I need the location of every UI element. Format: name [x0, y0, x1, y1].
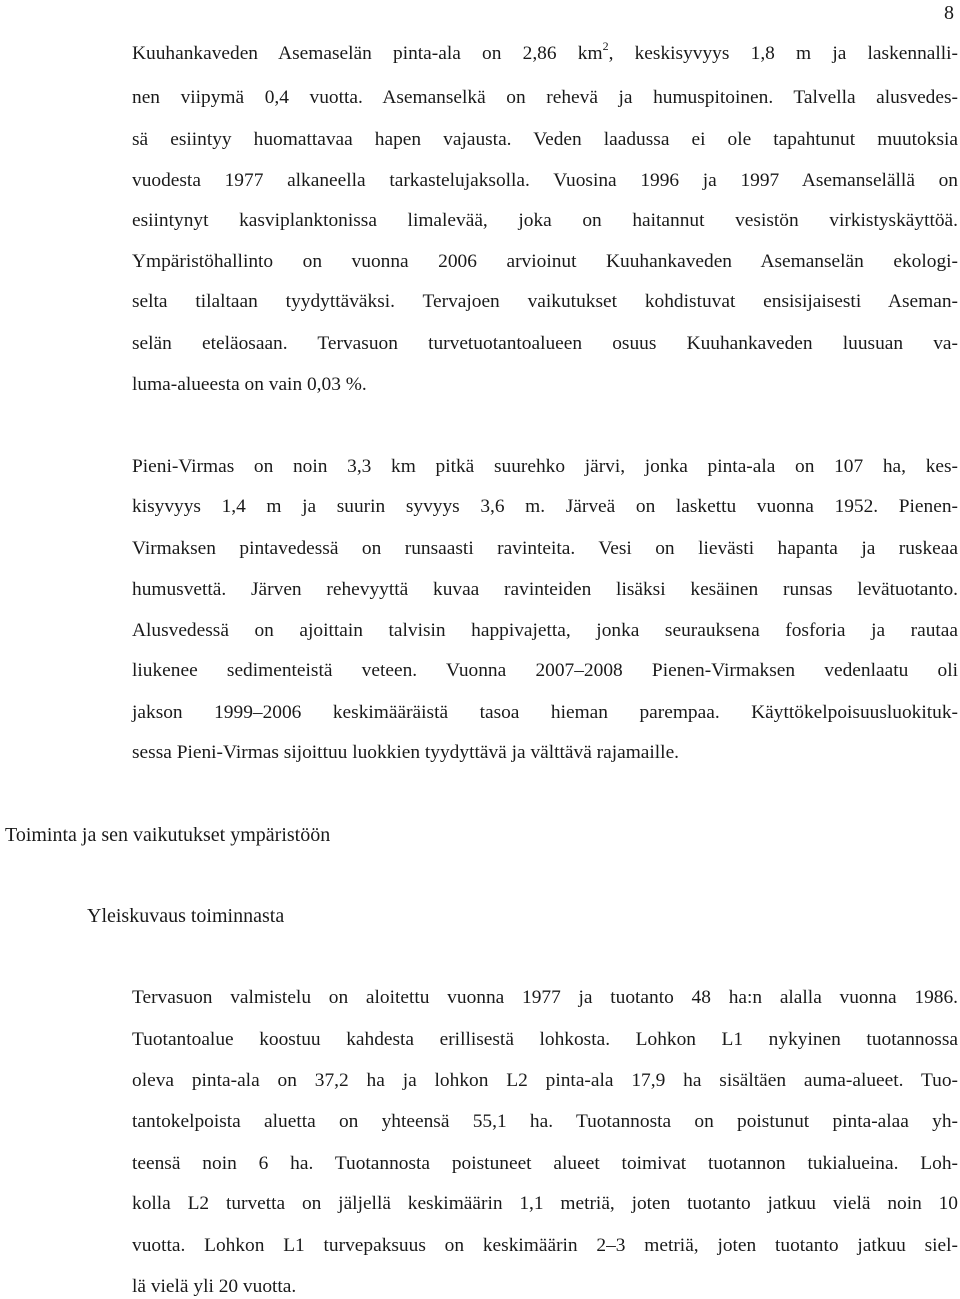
paragraph-line: kolla L2 turvetta on jäljellä keskimäärin 1,1 metriä, joten tuotanto jatkuu vielä noin 10 [132, 1193, 958, 1214]
paragraph-line: tantokelpoista aluetta on yhteensä 55,1 ha. Tuotannosta on poistunut pinta-alaa yh- [132, 1111, 958, 1132]
paragraph-line: selän eteläosaan. Tervasuon turvetuotantoalueen osuus Kuuhankaveden luusuan va- [132, 333, 958, 354]
line-text: , keskisyvyys 1,8 m ja laskennalli- [608, 43, 958, 64]
paragraph-line: jakson 1999–2006 keskimääräistä tasoa hieman parempaa. Käyttökelpoisuusluokituk- [132, 702, 958, 723]
paragraph-line: liukenee sedimenteistä veteen. Vuonna 2007–2008 Pienen-Virmaksen vedenlaatu oli [132, 660, 958, 681]
paragraph-line: Tuotantoalue koostuu kahdesta erillisestä lohkosta. Lohkon L1 nykyinen tuotannossa [132, 1029, 958, 1050]
paragraph-line: sä esiintyy huomattavaa hapen vajausta. Veden laadussa ei ole tapahtunut muutoksia [132, 129, 958, 150]
paragraph-line: esiintynyt kasviplanktonissa limalevää, joka on haitannut vesistön virkistyskäyttöä. [132, 210, 958, 231]
paragraph-line: Pieni-Virmas on noin 3,3 km pitkä suurehko järvi, jonka pinta-ala on 107 ha, kes- [132, 456, 958, 477]
line-text: Kuuhankaveden Asemaselän pinta-ala on 2,86 km [132, 43, 603, 64]
page-number: 8 [944, 2, 954, 24]
paragraph-line [132, 39, 958, 64]
paragraph-line: kisyvyys 1,4 m ja suurin syvyys 3,6 m. Järveä on laskettu vuonna 1952. Pienen- [132, 496, 958, 517]
paragraph-line: Virmaksen pintavedessä on runsaasti ravinteita. Vesi on lievästi hapanta ja ruskeaa [132, 538, 958, 559]
paragraph-line: Alusvedessä on ajoittain talvisin happivajetta, jonka seurauksena fosforia ja rautaa [132, 620, 958, 641]
subsection-heading: Yleiskuvaus toiminnasta [87, 905, 285, 927]
paragraph-line: nen viipymä 0,4 vuotta. Asemanselkä on rehevä ja humuspitoinen. Talvella alusvedes- [132, 87, 958, 108]
paragraph-line: luma-alueesta on vain 0,03 %. [132, 374, 367, 395]
paragraph-line: humusvettä. Järven rehevyyttä kuvaa ravinteiden lisäksi kesäinen runsas levätuotanto. [132, 579, 958, 600]
paragraph-line: selta tilaltaan tyydyttäväksi. Tervajoen vaikutukset kohdistuvat ensisijaisesti Aseman- [132, 291, 958, 312]
superscript: 2 [602, 39, 609, 53]
paragraph-line: Tervasuon valmistelu on aloitettu vuonna 1977 ja tuotanto 48 ha:n alalla vuonna 1986. [132, 987, 958, 1008]
paragraph-line: oleva pinta-ala on 37,2 ha ja lohkon L2 pinta-ala 17,9 ha sisältäen auma-alueet. Tuo- [132, 1070, 958, 1091]
section-heading: Toiminta ja sen vaikutukset ympäristöön [5, 824, 331, 846]
paragraph-line: Ympäristöhallinto on vuonna 2006 arvioinut Kuuhankaveden Asemanselän ekologi- [132, 251, 958, 272]
paragraph-line: lä vielä yli 20 vuotta. [132, 1276, 297, 1297]
paragraph-line: sessa Pieni-Virmas sijoittuu luokkien tyydyttävä ja välttävä rajamaille. [132, 742, 680, 763]
paragraph-line: vuotta. Lohkon L1 turvepaksuus on keskimäärin 2–3 metriä, joten tuotanto jatkuu siel- [132, 1235, 958, 1256]
paragraph-line: teensä noin 6 ha. Tuotannosta poistuneet alueet toimivat tuotannon tukialueina. Loh- [132, 1153, 958, 1174]
paragraph-line: vuodesta 1977 alkaneella tarkastelujaksolla. Vuosina 1996 ja 1997 Asemanselällä on [132, 170, 958, 191]
